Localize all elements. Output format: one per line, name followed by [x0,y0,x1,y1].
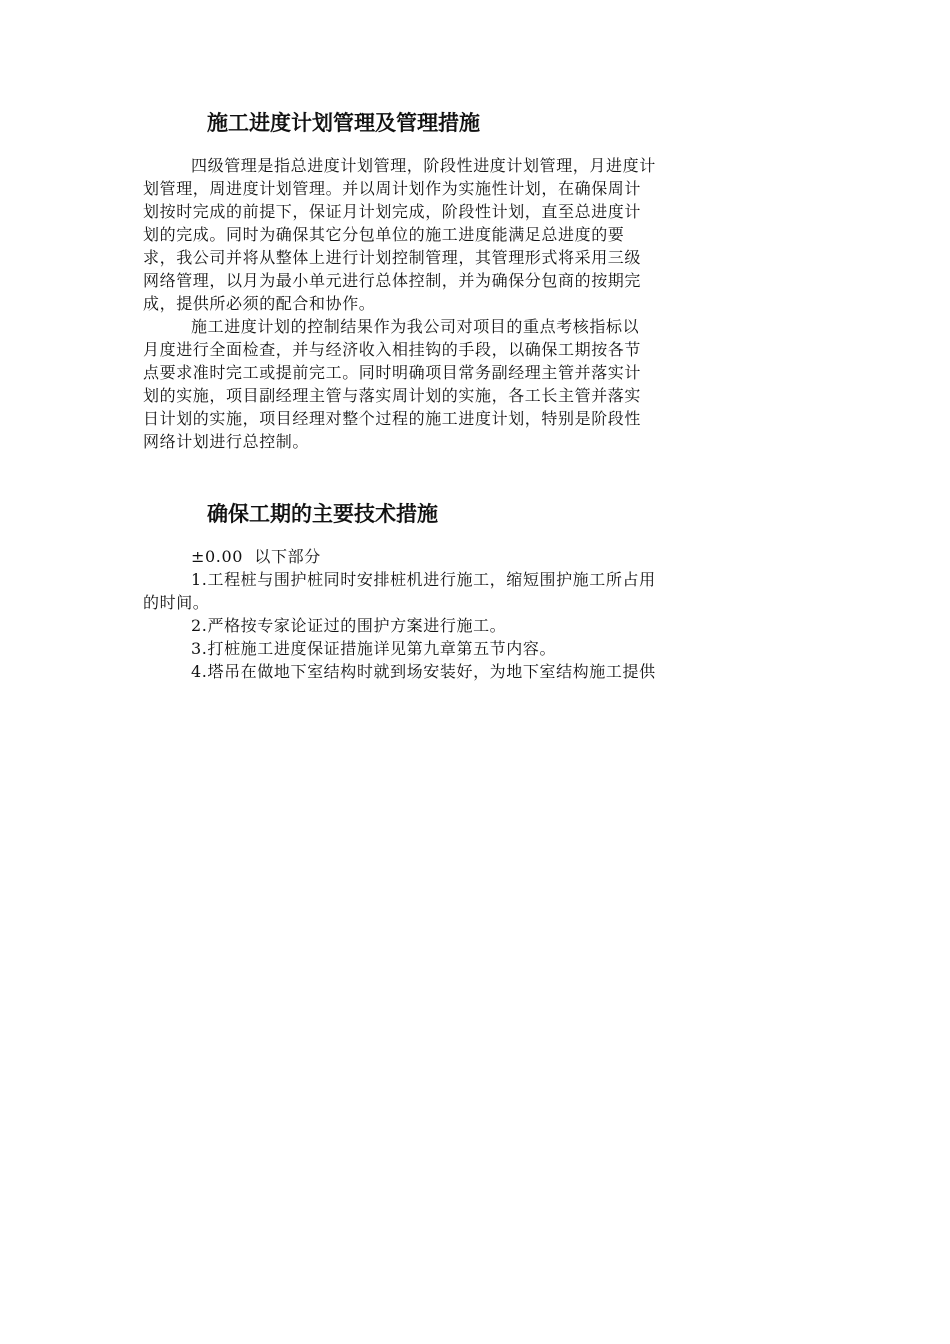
text-line: 划管理，周进度计划管理。并以周计划作为实施性计划，在确保周计 [143,179,642,198]
text-line: 点要求准时完工或提前完工。同时明确项目常务副经理主管并落实计 [143,363,642,382]
text-line: 成，提供所必须的配合和协作。 [143,294,376,313]
text-line: 4.塔吊在做地下室结构时就到场安装好，为地下室结构施工提供 [191,662,656,681]
text-line: 网络计划进行总控制。 [143,432,310,451]
text-line: 四级管理是指总进度计划管理，阶段性进度计划管理，月进度计 [191,156,656,175]
text-line: 施工进度计划的控制结果作为我公司对项目的重点考核指标以 [191,317,640,336]
text-line: 3.打桩施工进度保证措施详见第九章第五节内容。 [191,639,557,658]
text-line: 1.工程桩与围护桩同时安排桩机进行施工，缩短围护施工所占用 [191,570,656,589]
text-line: 划的实施，项目副经理主管与落实周计划的实施，各工长主管并落实 [143,386,642,405]
section-title-schedule-management: 施工进度计划管理及管理措施 [207,111,480,135]
text-line: 求，我公司并将从整体上进行计划控制管理，其管理形式将采用三级 [143,248,642,267]
text-line: 的时间。 [143,593,210,612]
section-title-technical-measures: 确保工期的主要技术措施 [207,502,438,526]
text-line: 日计划的实施，项目经理对整个过程的施工进度计划，特别是阶段性 [143,409,642,428]
list-item-1 [143,567,821,613]
list-item-3 [143,636,821,659]
list-item-4 [143,659,821,682]
list-item-2 [143,613,821,636]
document-body [143,103,821,682]
subsection-label: ±0.00 以下部分 [191,547,321,566]
text-line: 月度进行全面检查，并与经济收入相挂钩的手段，以确保工期按各节 [143,340,642,359]
paragraph-schedule-control [143,314,821,452]
text-line: 2.严格按专家论证过的围护方案进行施工。 [191,616,507,635]
text-line: 划的完成。同时为确保其它分包单位的施工进度能满足总进度的要 [143,225,625,244]
subsection-below-zero [143,544,821,567]
text-line: 网络管理，以月为最小单元进行总体控制，并为确保分包商的按期完 [143,271,642,290]
paragraph-four-level-management [143,153,821,314]
text-line: 划按时完成的前提下，保证月计划完成，阶段性计划，直至总进度计 [143,202,642,221]
